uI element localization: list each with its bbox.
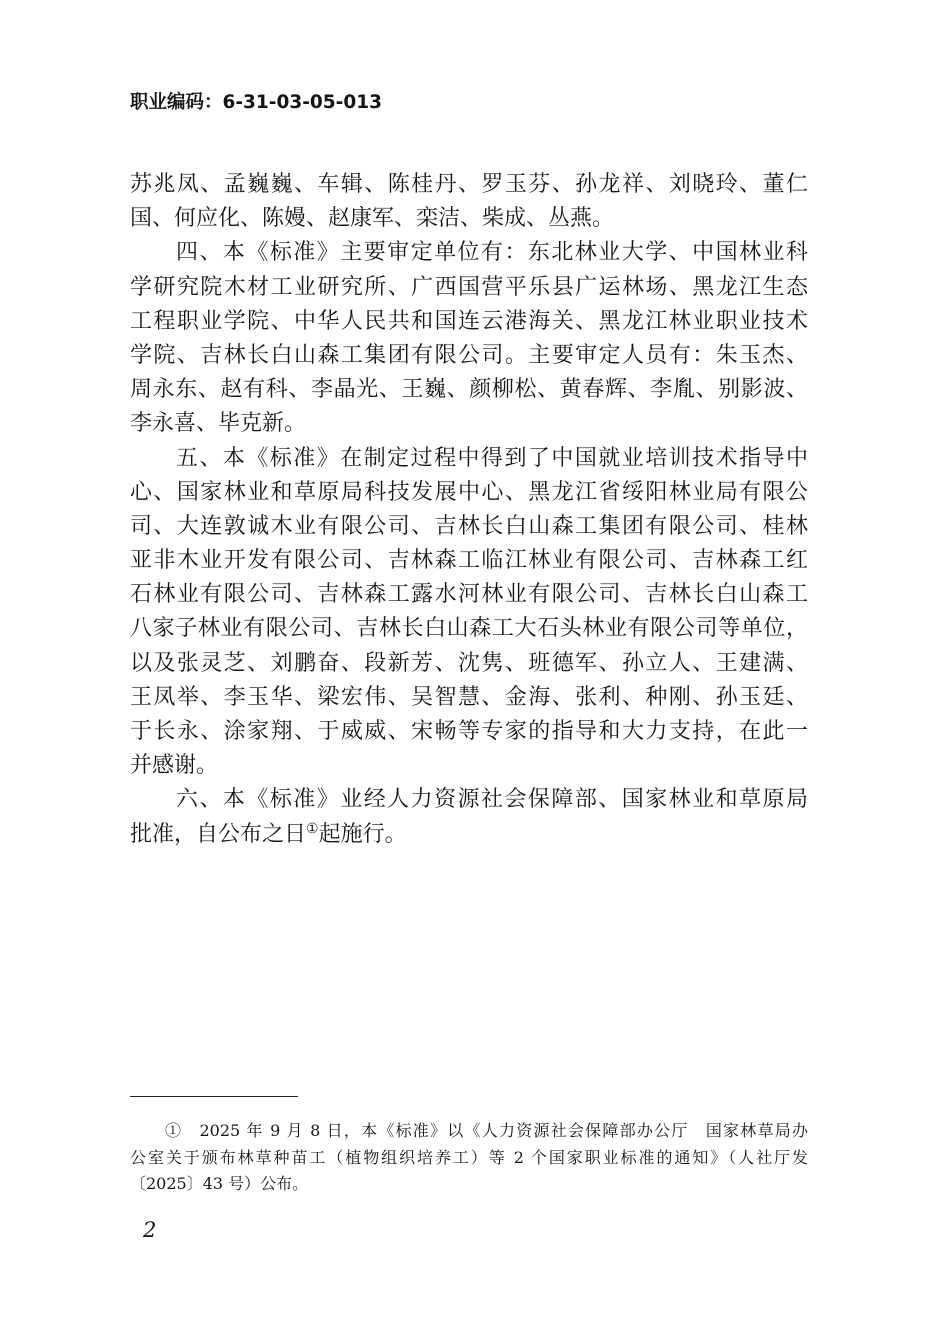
text-line: 八家子林业有限公司、吉林长白山森工大石头林业有限公司等单位， bbox=[130, 616, 808, 642]
text-line: 五、本《标准》在制定过程中得到了中国就业培训技术指导中 bbox=[176, 445, 808, 471]
paragraph-names-continued bbox=[130, 168, 808, 236]
footnote-reference-mark[interactable]: ① bbox=[306, 820, 319, 837]
text-line: 工程职业学院、中华人民共和国连云港海关、黑龙江林业职业技术 bbox=[130, 308, 808, 334]
occupation-code-header: 职业编码：6-31-03-05-013 bbox=[130, 92, 382, 113]
footnote-line: 公室关于颁布林草种苗工（植物组织培养工）等 2 个国家职业标准的通知》（人社厅发 bbox=[130, 1147, 808, 1167]
text-line: 国、何应化、陈嫚、赵康军、栾洁、柴成、丛燕。 bbox=[130, 206, 615, 232]
footnote bbox=[130, 1118, 808, 1198]
text-line-with-footnote bbox=[130, 818, 808, 852]
text-line: 周永东、赵有科、李晶光、王巍、颜柳松、黄春辉、李胤、别影波、 bbox=[130, 377, 808, 403]
text-line: 以及张灵芝、刘鹏奋、段新芳、沈隽、班德军、孙立人、王建满、 bbox=[130, 650, 808, 676]
body-text bbox=[130, 168, 808, 852]
text-line: 心、国家林业和草原局科技发展中心、黑龙江省绥阳林业局有限公 bbox=[130, 479, 808, 505]
text-line: 四、本《标准》主要审定单位有：东北林业大学、中国林业科 bbox=[176, 240, 808, 266]
page-number: 2 bbox=[143, 1218, 157, 1242]
text-line: 石林业有限公司、吉林森工露水河林业有限公司、吉林长白山森工 bbox=[130, 582, 808, 608]
text-line: 于长永、涂家翔、于威威、宋畅等专家的指导和大力支持，在此一 bbox=[130, 719, 808, 744]
text-line: 六、本《标准》业经人力资源社会保障部、国家林业和草原局 bbox=[176, 787, 808, 813]
text-line: 司、大连敦诚木业有限公司、吉林长白山森工集团有限公司、桂林 bbox=[130, 513, 808, 539]
paragraph-four bbox=[130, 236, 808, 441]
paragraph-six bbox=[130, 783, 808, 851]
text-line: 学院、吉林长白山森工集团有限公司。主要审定人员有：朱玉杰、 bbox=[130, 342, 808, 368]
footnote-separator bbox=[130, 1096, 298, 1097]
footnote-line: ① 2025 年 9 月 8 日，本《标准》以《人力资源社会保障部办公厅 国家林草局办 bbox=[165, 1121, 808, 1140]
text-line: 王凤举、李玉华、梁宏伟、吴智慧、金海、张利、种刚、孙玉廷、 bbox=[130, 684, 808, 710]
text-line: 并感谢。 bbox=[130, 753, 219, 779]
text-line: 李永喜、毕克新。 bbox=[130, 411, 307, 437]
text-line: 苏兆凤、孟巍巍、车辑、陈桂丹、罗玉芬、孙龙祥、刘晓玲、董仁 bbox=[130, 172, 808, 197]
paragraph-five bbox=[130, 442, 808, 784]
text-line: 亚非木业开发有限公司、吉林森工临江林业有限公司、吉林森工红 bbox=[130, 548, 808, 574]
text-segment: 起施行。 bbox=[318, 821, 407, 847]
text-line: 学研究院木材工业研究所、广西国营平乐县广运林场、黑龙江生态 bbox=[130, 274, 808, 300]
footnote-line: 〔2025〕43 号）公布。 bbox=[130, 1174, 309, 1193]
text-segment: 批准，自公布之日 bbox=[130, 821, 307, 847]
